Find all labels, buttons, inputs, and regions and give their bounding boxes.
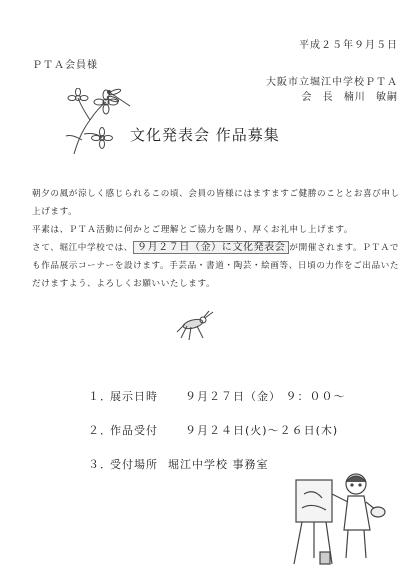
- item-value: 堀江中学校 事務室: [168, 458, 269, 471]
- dragonfly-icon: [106, 88, 134, 110]
- sender-title: 会 長: [301, 92, 334, 103]
- body-paragraph-3-start: さて、堀江中学校では、: [32, 243, 133, 253]
- item-number: ２．: [88, 424, 112, 437]
- sender-name: 楠川 敏嗣: [343, 92, 398, 103]
- grasshopper-icon: [175, 310, 215, 342]
- item-value: ９月２７日（金） ９：００～: [185, 390, 346, 403]
- item-number: ３．: [88, 458, 112, 471]
- girl-painting-icon: [290, 468, 390, 568]
- body-paragraph-1: 朝夕の風が涼しく感じられるこの頃、会員の皆様にはますますご健勝のこととお喜び申し上げます。: [32, 189, 400, 217]
- recipient: ＰＴＡ会員様: [32, 60, 98, 71]
- item-value: ９月２４日(火)～２６日(木): [185, 424, 339, 437]
- sender-name-line: [301, 88, 398, 103]
- item-number: １．: [88, 390, 112, 403]
- body-text: [32, 185, 402, 293]
- item-label: 展示日時: [110, 390, 158, 403]
- sender-organization: 大阪市立堀江中学校ＰＴＡ: [266, 77, 398, 88]
- body-paragraph-2: 平素は、ＰＴＡ活動に何かとご理解とご協力を賜り、厚くお礼申し上げます。: [32, 225, 354, 235]
- event-date-highlight: ９月２７日（金）に文化発表会: [133, 241, 289, 254]
- item-label: 作品受付: [110, 424, 158, 437]
- page-title: 文化発表会 作品募集: [130, 126, 280, 144]
- body-paragraph-3: [32, 239, 402, 293]
- document-date: 平成２５年９月５日: [299, 40, 398, 51]
- list-item-display-time: [88, 382, 408, 410]
- item-label: 受付場所: [110, 458, 158, 471]
- list-item-reception: [88, 416, 408, 444]
- body-paragraph-3-end: が開催されます。ＰＴＡでも作品展示コーナーを設けます。手芸品・書道・陶芸・絵画等、日頃の力作をご出品いただけますよう、よろしくお願いいたします。: [32, 243, 400, 289]
